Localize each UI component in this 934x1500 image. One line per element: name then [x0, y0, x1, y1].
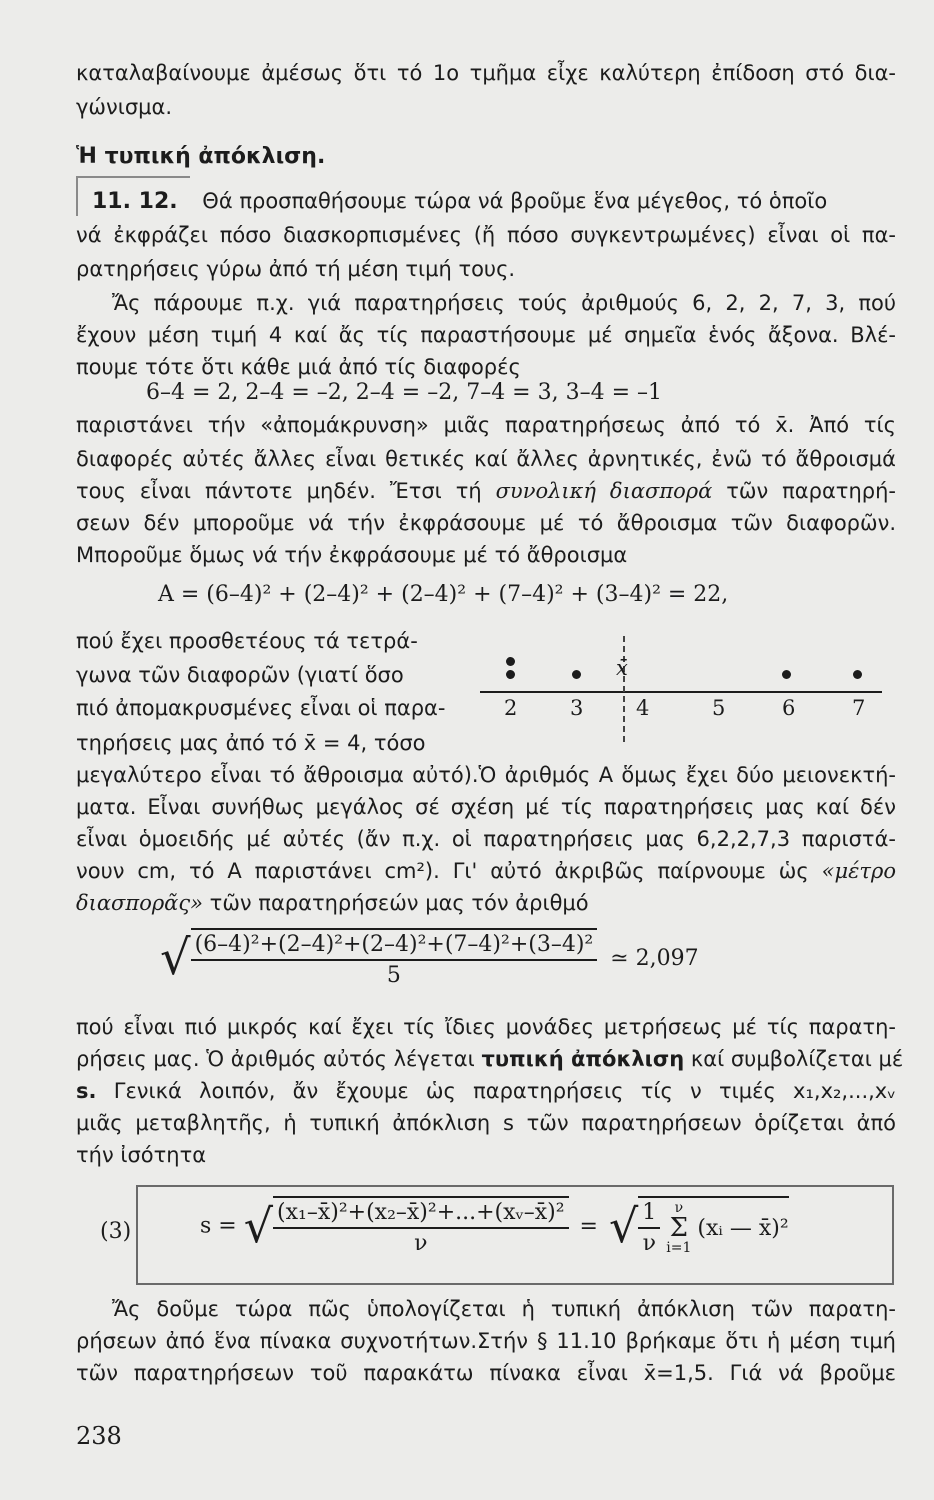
paragraph-start	[92, 186, 896, 217]
text-span: τῶν παρατηρήσεών μας τόν ἀριθμό	[209, 891, 589, 915]
axis-tick-label: 5	[712, 696, 726, 720]
bold-term: s.	[76, 1079, 97, 1103]
sqrt-symbol: √	[160, 930, 191, 986]
text-span: νουν cm, τό Α παριστάνει cm²). Γι' αὐτό ἀκριβῶς παίρνουμε ὡς	[76, 859, 809, 883]
text-line	[76, 1044, 904, 1074]
text-span: τῶν παρατηρή-	[726, 479, 896, 503]
text-line: γώνισμα.	[76, 95, 173, 119]
sqrt-symbol: √	[608, 1199, 639, 1253]
sum-upper-limit: ν	[674, 1200, 684, 1216]
sqrt-body	[191, 928, 598, 988]
fraction	[638, 1200, 660, 1256]
numerator: 1	[638, 1200, 660, 1229]
italic-term: «μέτρο	[821, 859, 896, 883]
text-line	[76, 888, 896, 918]
text-line: μιᾶς μεταβλητῆς, ἡ τυπική ἀπόκλιση s τῶν παρατηρήσεων ὁρίζεται ἀπό	[76, 1111, 896, 1135]
data-point	[572, 670, 581, 679]
mean-label: x̄	[616, 656, 628, 680]
data-point	[782, 670, 791, 679]
text-line: ἔχουν μέση τιμή 4 καί ἄς τίς παραστήσουμε μέ σημεῖα ἑνός ἄξονα. Βλέ-	[76, 323, 896, 347]
text-line	[76, 856, 896, 886]
sd-definition-formula	[200, 1196, 789, 1256]
sd-example-formula	[160, 928, 699, 988]
text-line: τηρήσεις μας ἀπό τό x̄ = 4, τόσο	[76, 731, 426, 755]
text-line: μεγαλύτερο εἶναι τό ἄθροισμα αὐτό).Ὁ ἀριθμός Α ὅμως ἔχει δύο μειονεκτή-	[76, 763, 896, 787]
summation	[666, 1201, 691, 1255]
sum-of-squares-formula: A = (6–4)² + (2–4)² + (2–4)² + (7–4)² + (3–4)² = 22,	[158, 582, 729, 607]
axis-tick-label: 6	[782, 696, 796, 720]
text-line: ρήσεων ἀπό ἕνα πίνακα συχνοτήτων.Στήν § 11.10 βρήκαμε ὅτι ἡ μέση τιμή	[76, 1329, 896, 1353]
text-line	[76, 476, 896, 506]
fraction	[273, 1200, 569, 1256]
equals-sign: =	[579, 1213, 598, 1239]
denominator: ν	[414, 1231, 428, 1256]
summand: (xᵢ — x̄)²	[697, 1215, 789, 1241]
text-line: γωνα τῶν διαφορῶν (γιατί ὅσο	[76, 663, 404, 687]
numerator: (x₁–x̄)²+(x₂–x̄)²+...+(xᵥ–x̄)²	[273, 1200, 569, 1229]
approx-value: ≃ 2,097	[610, 945, 699, 971]
text-line: τῶν παρατηρήσεων τοῦ παρακάτω πίνακα εἶναι x̄=1,5. Γιά νά βροῦμε	[76, 1361, 896, 1385]
denominator: 5	[386, 963, 401, 988]
text-line: εἶναι ὁμοειδής μέ αὐτές (ἄν π.χ. οἱ παρατηρήσεις μας 6,2,2,7,3 παριστά-	[76, 827, 896, 851]
formula-lhs: s =	[200, 1213, 237, 1239]
text-line	[76, 1076, 896, 1106]
text-span: ρήσεις μας. Ὁ ἀριθμός αὐτός λέγεται	[76, 1047, 475, 1071]
sqrt-body	[638, 1196, 788, 1256]
text-line: Ἄς πάρουμε π.χ. γιά παρατηρήσεις τούς ἀριθμούς 6, 2, 2, 7, 3, πού	[112, 291, 896, 315]
axis-tick-label: 7	[852, 696, 866, 720]
text-line: διαφορές αὐτές ἄλλες εἶναι θετικές καί ἄλλες ἀρνητικές, ἐνῶ τό ἄθροισμά	[76, 447, 896, 471]
text-line: πιό ἀπομακρυσμένες εἶναι οἱ παρα-	[76, 696, 446, 720]
formula-label: (3)	[100, 1219, 132, 1244]
fraction	[191, 932, 598, 988]
page-number: 238	[76, 1422, 122, 1450]
data-point	[853, 670, 862, 679]
text-line: καταλαβαίνουμε ἀμέσως ὅτι τό 1ο τμῆμα εἶχε καλύτερη ἐπίδοση στό δια-	[76, 61, 896, 85]
differences-formula: 6–4 = 2, 2–4 = –2, 2–4 = –2, 7–4 = 3, 3–4 = –1	[146, 380, 663, 405]
text-line: Θά προσπαθήσουμε τώρα νά βροῦμε ἕνα μέγεθος, τό ὁποῖο	[202, 189, 828, 213]
text-line: Μποροῦμε ὅμως νά τήν ἐκφράσουμε μέ τό ἄθροισμα	[76, 543, 628, 567]
sum-lower-limit: i=1	[666, 1240, 692, 1256]
text-line: ματα. Εἶναι συνήθως μεγάλος σέ σχέση μέ τίς παρατηρήσεις μας καί δέν	[76, 795, 896, 819]
bold-term: τυπική ἀπόκλιση	[481, 1047, 685, 1071]
sigma-symbol: Σ	[669, 1213, 689, 1243]
axis-tick-label: 2	[504, 696, 518, 720]
text-line: πού ἔχει προσθετέους τά τετρά-	[76, 629, 418, 653]
text-span: τους εἶναι πάντοτε μηδέν. Ἔτσι τή	[76, 479, 482, 503]
text-line: σεων δέν μποροῦμε νά τήν ἐκφράσουμε μέ τό ἄθροισμα τῶν διαφορῶν.	[76, 511, 896, 535]
data-point	[506, 670, 515, 679]
text-line: Ἄς δοῦμε τώρα πῶς ὑπολογίζεται ἡ τυπική ἀπόκλιση τῶν παρατη-	[112, 1297, 896, 1321]
italic-term: διασπορᾶς»	[76, 891, 203, 915]
text-line: ρατηρήσεις γύρω ἀπό τή μέση τιμή τους.	[76, 257, 516, 281]
mean-marker-line	[623, 636, 625, 742]
axis-tick-label: 3	[570, 696, 584, 720]
numerator: (6–4)²+(2–4)²+(2–4)²+(7–4)²+(3–4)²	[191, 932, 598, 961]
text-line: πού εἶναι πιό μικρός καί ἔχει τίς ἴδιες μονάδες μετρήσεως μέ τίς παρατη-	[76, 1015, 896, 1039]
section-heading: Ἡ τυπική ἀπόκλιση.	[76, 144, 326, 169]
sqrt-body	[273, 1196, 569, 1256]
text-line: νά ἐκφράζει πόσο διασκορπισμένες (ἤ πόσο συγκεντρωμένες) εἶναι οἱ πα-	[76, 223, 896, 247]
text-line: τήν ἰσότητα	[76, 1143, 207, 1167]
axis-tick-label: 4	[636, 696, 650, 720]
text-span: Γενικά λοιπόν, ἄν ἔχουμε ὡς παρατηρήσεις τίς ν τιμές x₁,x₂,...,xᵥ	[113, 1079, 896, 1103]
text-line: παριστάνει τήν «ἀπομάκρυνση» μιᾶς παρατηρήσεως ἀπό τό x̄. Ἀπό τίς	[76, 413, 896, 437]
axis-line	[480, 691, 882, 693]
italic-term: συνολική διασπορά	[495, 479, 713, 503]
sqrt-symbol: √	[243, 1199, 274, 1253]
text-line: πουμε τότε ὅτι κάθε μιά ἀπό τίς διαφορές	[76, 355, 521, 379]
text-span: καί συμβολίζεται μέ	[690, 1047, 904, 1071]
denominator: ν	[642, 1231, 656, 1256]
section-number: 11. 12.	[92, 189, 178, 214]
data-point	[506, 657, 515, 666]
